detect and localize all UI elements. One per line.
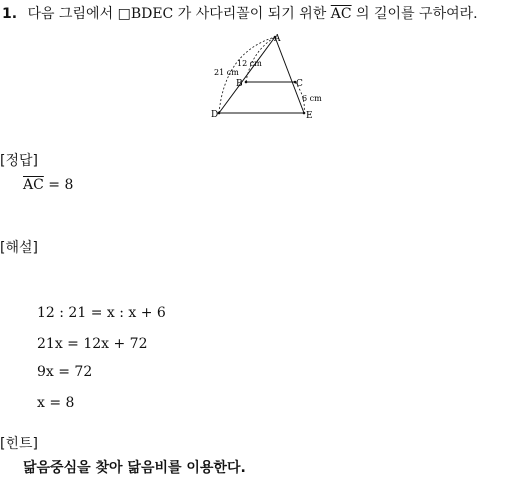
question-text	[2, 3, 478, 23]
explanation-line-1: 12 : 21 = x : x + 6	[37, 305, 166, 321]
label-len-ad: 21 cm	[214, 68, 239, 77]
point-e	[303, 112, 306, 115]
question-number: 1.	[2, 6, 18, 22]
hint-text: 닮음중심을 찾아 닮음비를 이용한다.	[23, 460, 246, 476]
question-text-after: 의 길이를 구하여라.	[356, 6, 478, 22]
label-len-ce: 6 cm	[302, 94, 322, 103]
shape-name: BDEC	[130, 6, 174, 22]
answer-heading: [정답]	[0, 153, 38, 169]
label-b: B	[236, 79, 243, 89]
label-a: A	[274, 34, 281, 44]
answer-equals: = 8	[48, 177, 74, 193]
explanation-line-2: 21x = 12x + 72	[37, 336, 148, 352]
answer-segment: $\overline{AC}$	[23, 177, 44, 193]
label-len-ab: 12 cm	[237, 59, 262, 68]
label-d: D	[211, 110, 219, 120]
explanation-line-3: 9x = 72	[37, 364, 93, 380]
trapezoid-figure	[205, 30, 330, 125]
label-e: E	[306, 111, 313, 121]
shape-symbol: □	[117, 6, 131, 22]
line-ae	[275, 37, 304, 113]
explanation-heading: [해설]	[0, 240, 38, 256]
point-b	[245, 81, 248, 84]
answer-value	[23, 177, 73, 193]
hint-heading: [힌트]	[0, 436, 38, 452]
segment-ac: $\overline{AC}$	[330, 6, 352, 22]
question-text-before: 다음 그림에서	[27, 6, 114, 22]
label-c: C	[296, 79, 303, 89]
explanation-line-4: x = 8	[37, 395, 75, 411]
question-text-middle: 가 사다리꼴이 되기 위한	[177, 6, 327, 22]
